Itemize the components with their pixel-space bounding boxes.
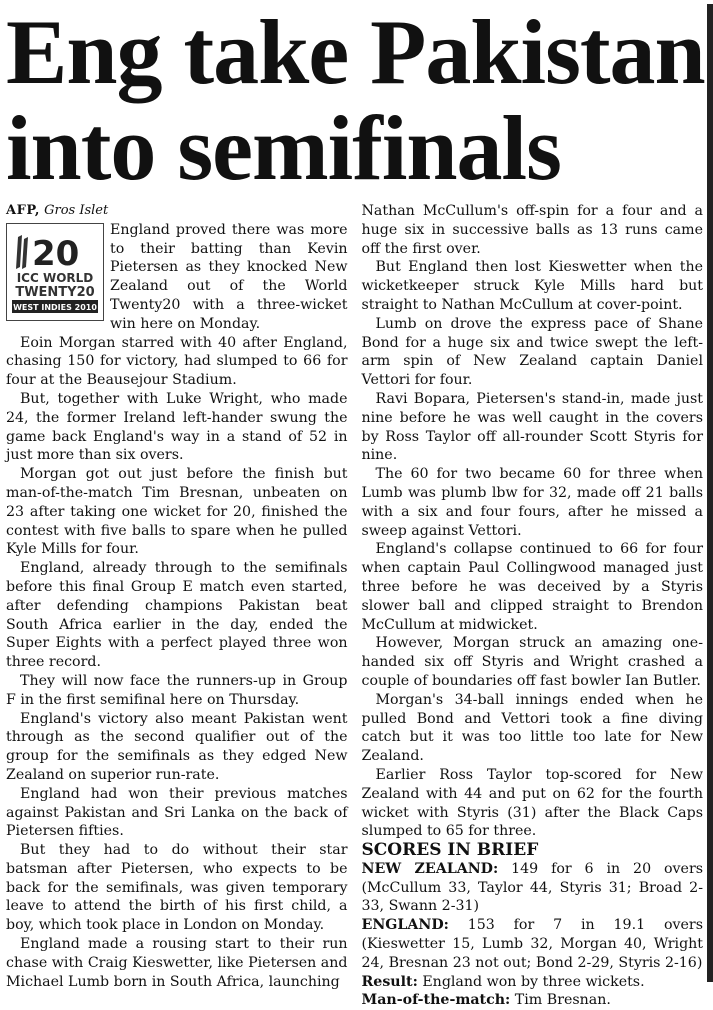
svg-text:20: 20 [32, 233, 80, 274]
score-text: England won by three wickets. [417, 973, 645, 990]
score-text: Tim Bresnan. [510, 992, 611, 1009]
score-text: 153 for 7 in 19.1 overs (Kieswetter 15, Lumb 32, Morgan 40, Wright 24, Bresnan 23 not out; Bond 2-29, Styris 2-16) [361, 917, 703, 971]
svg-text:ICC WORLD: ICC WORLD [16, 270, 94, 285]
paragraph: England's collapse continued to 66 for four when captain Paul Collingwood managed just three before he was deceived by a Styris slower ball and clipped straight to Brendon McCullum at midwicket. [361, 541, 703, 633]
headline [6, 1, 707, 199]
byline-agency: AFP, [6, 203, 40, 218]
paragraph: Lumb on drove the express pace of Shane Bond for a huge six and twice swept the left-arm spin of New Zealand captain Daniel Vettori for four. [361, 315, 703, 389]
paragraph: But, together with Luke Wright, who made 24, the former Ireland left-hander swung the game back England's way in a stand of 52 in just more than six overs. [6, 390, 348, 464]
world-twenty20-logo [6, 223, 104, 321]
paragraph: But England then lost Kieswetter when the wicketkeeper struck Kyle Mills hard but straight to Nathan McCullum at cover-point. [361, 259, 703, 313]
paragraph: Morgan's 34-ball innings ended when he pulled Bond and Vettori took a fine diving catch but it was too little too late for New Zealand. [361, 691, 703, 765]
paragraph: The 60 for two became 60 for three when Lumb was plumb lbw for 32, made off 21 balls with a six and four fours, after he missed a sweep against Vettori. [361, 466, 703, 539]
byline [6, 202, 348, 221]
paragraph: England's victory also meant Pakistan went through as the second qualifier out of the group for the semifinals as they edged New Zealand on superior run-rate. [6, 710, 348, 783]
score-label: Result: [361, 973, 418, 990]
scores-heading: SCORES IN BRIEF [361, 840, 539, 861]
page-edge-rule [707, 4, 713, 982]
paragraph: England made a rousing start to their run chase with Craig Kieswetter, like Pietersen and Michael Lumb born in South Africa, launching [6, 936, 348, 990]
svg-text:WEST INDIES 2010: WEST INDIES 2010 [13, 302, 97, 312]
article-columns [6, 202, 703, 1010]
paragraph: They will now face the runners-up in Group F in the first semifinal here on Thursday. [6, 672, 348, 708]
paragraph: England had won their previous matches against Pakistan and Sri Lanka on the back of Pietersen fifties. [6, 785, 348, 840]
score-result [362, 973, 704, 992]
scores-in-brief [362, 841, 704, 1010]
byline-place: Gros Islet [44, 203, 109, 218]
headline-line-2: into semifinals [6, 97, 561, 199]
paragraph: However, Morgan struck an amazing one-handed six off Styris and Wright crashed a couple of boundaries off fast bowler Ian Butler. [361, 635, 703, 689]
paragraph: Morgan got out just before the finish but man-of-the-match Tim Bresnan, unbeaten on 23 after taking one wicket for 20, finished the contest with five balls to spare when he pulled Kyle Mills for four. [6, 466, 348, 558]
paragraph: England, already through to the semifinals before this final Group E match even started, after defending champions Pakistan beat South Africa earlier in the day, ended the Super Eights with a perfect played three won three record. [6, 560, 348, 671]
wt20-logo-icon [10, 227, 100, 317]
score-label: NEW ZEALAND: [361, 860, 499, 877]
column-1 [6, 202, 348, 1010]
paragraph: Ravi Bopara, Pietersen's stand-in, made just nine before he was well caught in the covers by Ross Taylor off all-rounder Scott Styris for nine. [361, 390, 703, 464]
paragraph: Eoin Morgan starred with 40 after England, chasing 150 for victory, had slumped to 66 for four at the Beausejour Stadium. [6, 334, 348, 389]
paragraph: England proved there was more to their batting than Kevin Pietersen as they knocked New Zealand out of the World Twenty20 with a three-wicket win here on Monday. [110, 221, 348, 332]
score-new-zealand [362, 860, 704, 916]
score-text: 149 for 6 in 20 overs (McCullum 33, Taylor 44, Styris 31; Broad 2-33, Swann 2-31) [361, 860, 704, 915]
score-label: ENGLAND: [361, 917, 449, 934]
svg-text:TWENTY20: TWENTY20 [15, 284, 95, 300]
score-england [362, 916, 704, 972]
headline-line-1: Eng take Pakistan [6, 1, 705, 103]
paragraph: Earlier Ross Taylor top-scored for New Zealand with 44 and put on 62 for the fourth wicket with Styris (31) after the Black Caps slumped to 65 for three. [361, 766, 703, 840]
newspaper-page [0, 1, 713, 1009]
column-2 [362, 202, 704, 1010]
paragraph: But they had to do without their star batsman after Pietersen, who expects to be back for the semifinals, was given temporary leave to attend the birth of his first child, a boy, which took place in London on Monday. [6, 842, 348, 934]
paragraph: Nathan McCullum's off-spin for a four and a huge six in successive balls as 13 runs came off the first over. [361, 203, 703, 257]
score-label: Man-of-the-match: [361, 992, 511, 1009]
score-man-of-match [362, 991, 704, 1010]
